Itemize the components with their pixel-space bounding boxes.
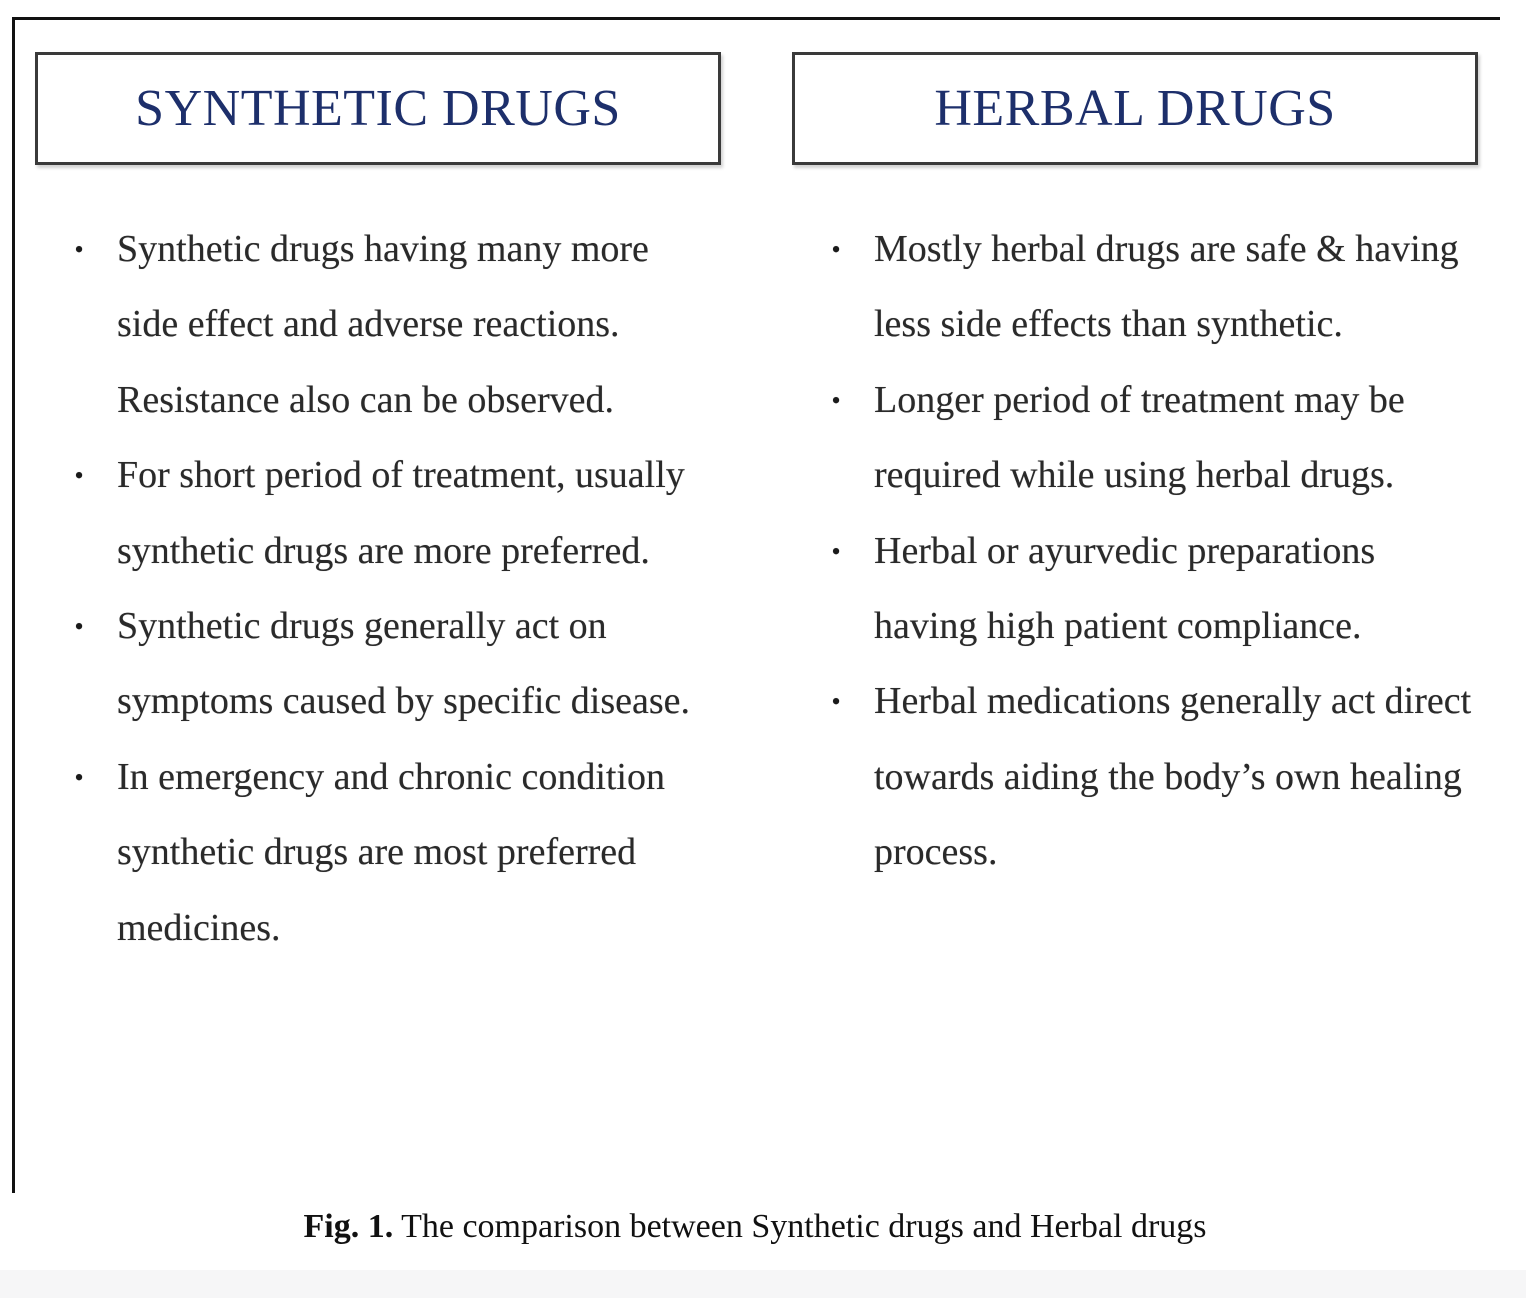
list-item-text: Herbal or ayurvedic preparations having high patient compliance. — [874, 529, 1376, 648]
bullet-icon: • — [74, 235, 84, 264]
list-item-text: Herbal medications generally act direct towards aiding the body’s own healing process. — [874, 680, 1472, 874]
synthetic-drugs-column — [35, 52, 721, 949]
list-item — [35, 589, 715, 740]
caption-text: The comparison between Synthetic drugs and Herbal drugs — [393, 1208, 1207, 1245]
herbal-drugs-column — [792, 52, 1478, 874]
list-item-text: In emergency and chronic condition synthetic drugs are most preferred medicines. — [117, 755, 665, 949]
bullet-icon: • — [831, 687, 841, 717]
synthetic-drugs-header-box — [35, 52, 721, 165]
list-item — [792, 514, 1472, 665]
herbal-drugs-header-box — [792, 52, 1478, 165]
list-item-text: Mostly herbal drugs are safe & having less side effects than synthetic. — [874, 228, 1459, 346]
list-item — [35, 438, 715, 589]
list-item-text: For short period of treatment, usually synthetic drugs are more preferred. — [117, 454, 685, 572]
list-item-text: Synthetic drugs generally act on symptoms caused by specific disease. — [117, 605, 691, 723]
bullet-icon: • — [831, 235, 841, 264]
bullet-icon: • — [831, 385, 841, 415]
list-item — [792, 212, 1472, 363]
list-item-text: Synthetic drugs having many more side effect and adverse reactions. Resistance also can be observed. — [117, 228, 649, 421]
synthetic-drugs-title: SYNTHETIC DRUGS — [135, 79, 621, 137]
list-item — [792, 664, 1472, 890]
synthetic-drugs-list — [35, 212, 715, 966]
list-item — [35, 740, 715, 966]
bullet-icon: • — [74, 612, 84, 642]
caption-label: Fig. 1. — [303, 1208, 394, 1245]
herbal-drugs-title: HERBAL DRUGS — [934, 79, 1336, 137]
figure-caption — [0, 1205, 1510, 1249]
bullet-icon: • — [74, 461, 84, 491]
herbal-drugs-list — [792, 212, 1472, 891]
list-item-text: Longer period of treatment may be required while using herbal drugs. — [874, 378, 1405, 497]
list-item — [35, 212, 715, 438]
bullet-icon: • — [831, 536, 841, 566]
page-bottom-band — [0, 1270, 1526, 1298]
bullet-icon: • — [74, 762, 84, 792]
list-item — [792, 363, 1472, 514]
